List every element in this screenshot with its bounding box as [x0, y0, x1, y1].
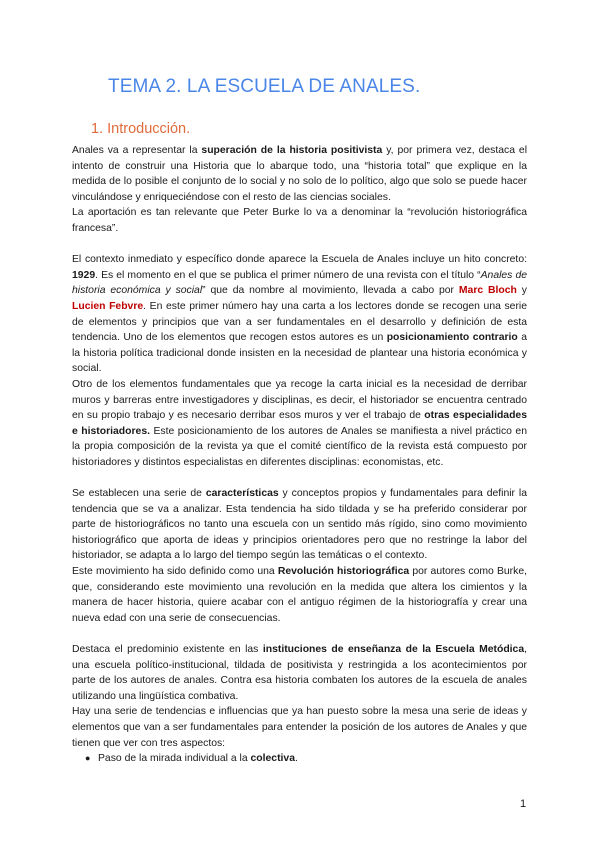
bullet-dot-icon: ●	[85, 753, 91, 764]
paragraph-8: Hay una serie de tendencias e influencias que ya han puesto sobre la mesa una serie de ideas y elementos que van a ser fundamentales para entender la posición de los autores de Anales y que tienen que ver con tres aspectos:	[72, 706, 527, 749]
paragraph-6: Este movimiento ha sido definido como una Revolución historiográfica por autores como Burke, que, considerando este movimiento una revolución en la medida que altera los cimientos y la manera de hacer historia, quiere acabar con el antiguo régimen de la historiografía y crear una nueva edad con una serie de consecuencias.	[72, 566, 527, 624]
page-number: 1	[520, 798, 527, 810]
paragraph-7: Destaca el predominio existente en las instituciones de enseñanza de la Escuela Metódica, una escuela político-institucional, tildada de positivista y restringida a los acontecimientos por parte de los autores de anales. Contra esa historia combaten los autores de la escuela de anales utilizando una lingüística combativa.	[72, 644, 528, 702]
bullet-list	[72, 751, 527, 767]
document-body	[72, 143, 527, 767]
paragraph-3: El contexto inmediato y específico donde aparece la Escuela de Anales incluye un hito concreto: 1929. Es el momento en el que se publica el primer número de una revista con el título “Anales de historia económica y social” que da nombre al movimiento, llevada a cabo por Marc Bloch y Lucien Febvre. En este primer número hay una carta a los lectores donde se recogen una serie de elementos y principios que van a ser fundamentales en el desarrollo y definición de esta tendencia. Uno de los elementos que recogen estos autores es un posicionamiento contrario a la historia política tradicional donde insisten en la necesidad de plantear una historia económica y social.	[72, 254, 527, 375]
paragraph-2: La aportación es tan relevante que Peter Burke lo va a denominar la “revolución historiográfica francesa”.	[72, 207, 527, 234]
document-title: TEMA 2. LA ESCUELA DE ANALES.	[108, 76, 421, 97]
paragraph-5: Se establecen una serie de características y conceptos propios y fundamentales para definir la tendencia que se va a analizar. Esta tendencia ha sido tildada y se ha preferido considerar por parte de historiográficos no tanto una escuela con un sentido más rígido, sino como movimiento historiográfico que aporta de ideas y principios orientadores pero que no restringe la labor del historiador, se adapta a lo largo del tiempo según las temáticas o el contexto.	[72, 488, 527, 562]
list-item: ● Paso de la mirada individual a la colectiva.	[98, 751, 527, 767]
section-heading: 1. Introducción.	[91, 121, 191, 137]
paragraph-1: Anales va a representar la superación de la historia positivista y, por primera vez, destaca el intento de construir una Historia que lo abarque todo, una “historia total” que explique en la medida de lo posible el conjunto de lo social y no solo de lo político, algo que solo se puede hacer vinculándose y enriqueciéndose con el resto de las ciencias sociales.	[72, 145, 527, 203]
paragraph-4: Otro de los elementos fundamentales que ya recoge la carta inicial es la necesidad de derribar muros y barreras entre investigadores y disciplinas, es decir, el historiador se encuentra centrado en su propio trabajo y es necesario derribar esos muros y ver el trabajo de otras especialidades e historiadores. Este posicionamiento de los autores de Anales se manifiesta a nivel práctico en la propia composición de la revista ya que el comité científico de la revista está compuesto por historiadores y distintos especialistas en diferentes disciplinas: economistas, etc.	[72, 378, 527, 468]
